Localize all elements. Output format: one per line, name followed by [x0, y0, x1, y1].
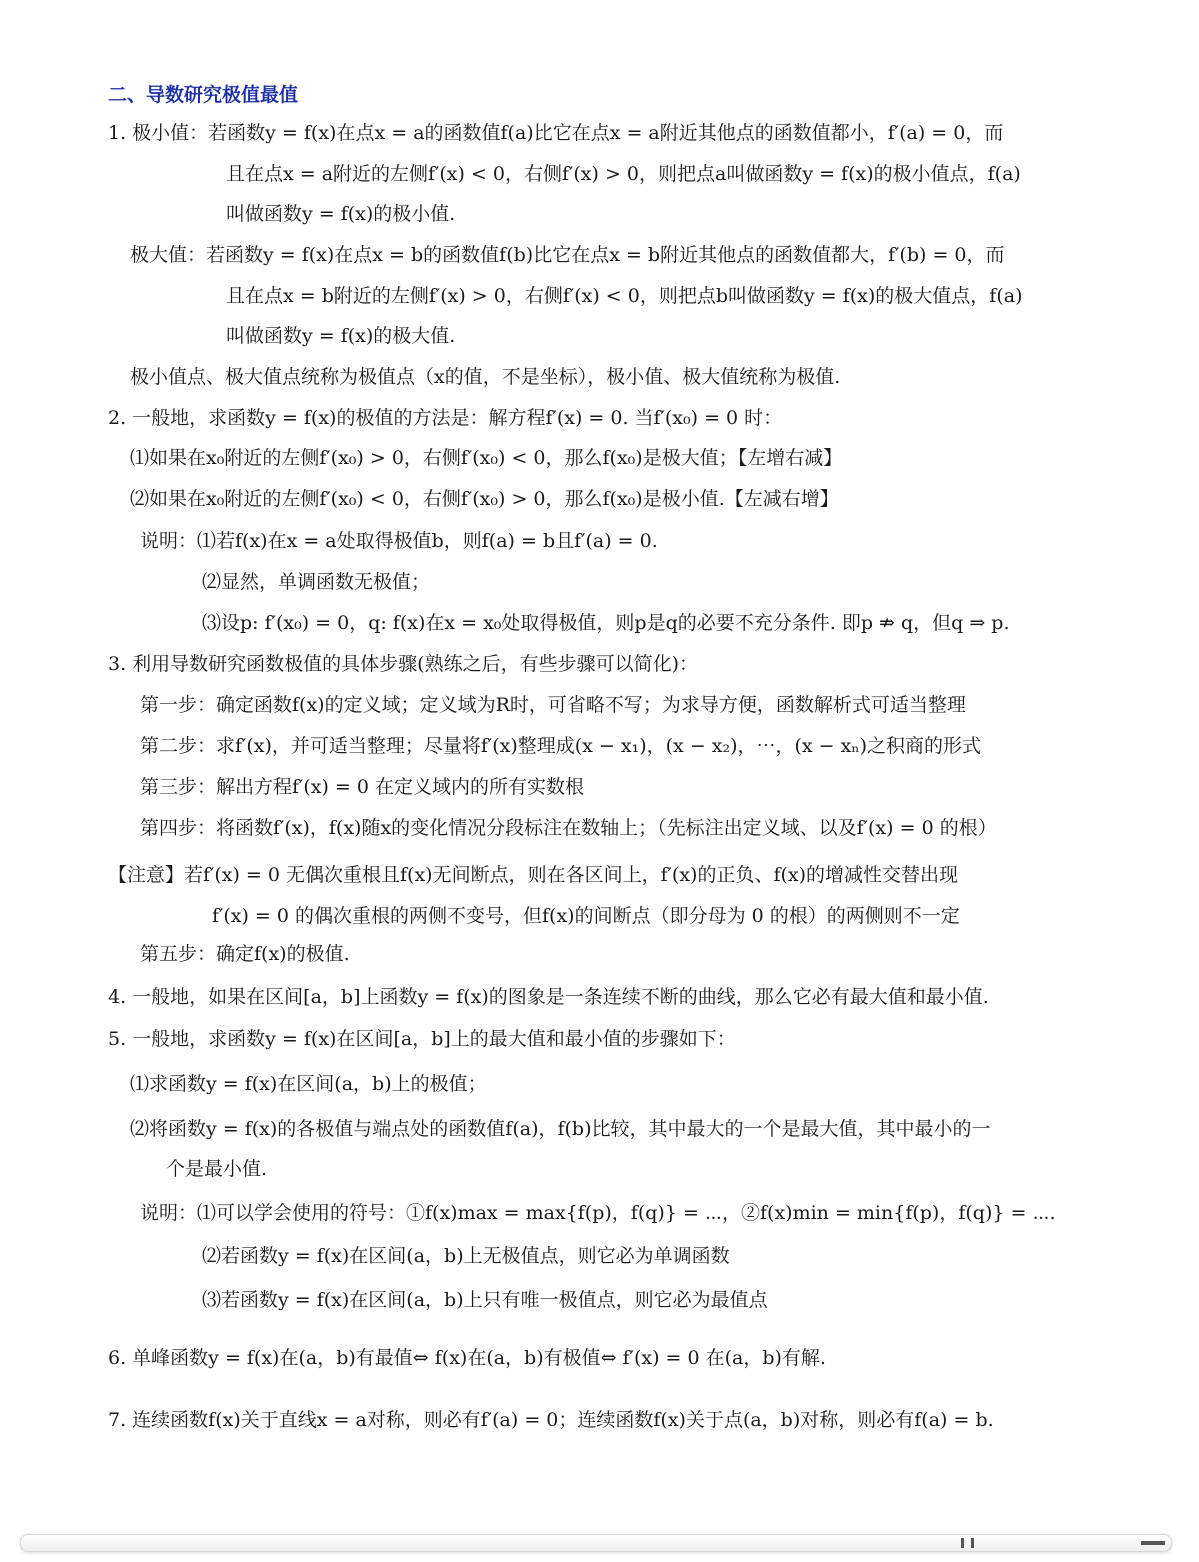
scroll-grip-right[interactable]	[971, 1538, 974, 1548]
item-1-line-3: 叫做函数y = f(x)的极小值.	[226, 203, 456, 225]
item-1-line-1: 1. 极小值：若函数y = f(x)在点x = a的函数值f(a)比它在点x = a附近其他点的函数值都小，f′(a) = 0，而	[108, 122, 1004, 144]
item-1-line-2: 且在点x = a附近的左侧f′(x) < 0，右侧f′(x) > 0，则把点a叫做函数y = f(x)的极小值点，f(a)	[226, 163, 1021, 185]
item-5-note-1: 说明：⑴可以学会使用的符号：①f(x)max = max{f(p)，f(q)} = ⋯，②f(x)min = min{f(p)，f(q)} = ⋯.	[140, 1202, 1056, 1224]
item-3-step-4: 第四步：将函数f′(x)，f(x)随x的变化情况分段标注在数轴上；（先标注出定义域、以及f′(x) = 0 的根）	[140, 817, 997, 839]
item-2-case-2: ⑵如果在x₀附近的左侧f′(x₀) < 0，右侧f′(x₀) > 0，那么f(x₀)是极小值.【左减右增】	[130, 488, 839, 510]
item-2-note-1: 说明：⑴若f(x)在x = a处取得极值b，则f(a) = b且f′(a) = 0.	[140, 530, 658, 552]
item-2-note-2: ⑵显然，单调函数无极值；	[202, 571, 431, 593]
item-5-note-2: ⑵若函数y = f(x)在区间(a，b)上无极值点，则它必为单调函数	[202, 1245, 730, 1267]
item-5-note-3: ⑶若函数y = f(x)在区间(a，b)上只有唯一极值点，则它必为最值点	[202, 1289, 768, 1311]
item-5-step-1: ⑴求函数y = f(x)在区间(a，b)上的极值；	[130, 1073, 487, 1095]
item-2-note-3: ⑶设p: f′(x₀) = 0，q: f(x)在x = x₀处取得极值，则p是q的必要不充分条件. 即p ⇏ q，但q ⇒ p.	[202, 612, 1010, 634]
item-1-max-line-3: 叫做函数y = f(x)的极大值.	[226, 325, 456, 347]
item-1-max-line-1: 极大值：若函数y = f(x)在点x = b的函数值f(b)比它在点x = b附近其他点的函数值都大，f′(b) = 0，而	[130, 244, 1005, 266]
page-scroll-bar[interactable]	[20, 1534, 1172, 1552]
item-7: 7. 连续函数f(x)关于直线x = a对称，则必有f′(a) = 0；连续函数f(x)关于点(a，b)对称，则必有f(a) = b.	[108, 1409, 994, 1431]
item-5-line-1: 5. 一般地，求函数y = f(x)在区间[a，b]上的最大值和最小值的步骤如下：	[108, 1028, 736, 1050]
item-1-max-line-2: 且在点x = b附近的左侧f′(x) > 0，右侧f′(x) < 0，则把点b叫做函数y = f(x)的极大值点，f(a)	[226, 285, 1023, 307]
item-3-step-1: 第一步：确定函数f(x)的定义域；定义域为R时，可省略不写；为求导方便，函数解析式可适当整理	[140, 694, 966, 716]
item-2-line-1: 2. 一般地，求函数y = f(x)的极值的方法是：解方程f′(x) = 0. 当f′(x₀) = 0 时：	[108, 407, 783, 429]
item-3-step-5: 第五步：确定f(x)的极值.	[140, 943, 350, 965]
item-6: 6. 单峰函数y = f(x)在(a，b)有最值⇔ f(x)在(a，b)有极值⇔ f′(x) = 0 在(a，b)有解.	[108, 1347, 826, 1369]
item-1-summary: 极小值点、极大值点统称为极值点（x的值，不是坐标），极小值、极大值统称为极值.	[130, 366, 841, 388]
item-4: 4. 一般地，如果在区间[a，b]上函数y = f(x)的图象是一条连续不断的曲线，那么它必有最大值和最小值.	[108, 986, 989, 1008]
item-3-notice-1: 【注意】若f′(x) = 0 无偶次重根且f(x)无间断点，则在各区间上，f′(x)的正负、f(x)的增减性交替出现	[108, 864, 959, 886]
scroll-grip-left[interactable]	[961, 1538, 964, 1548]
item-3-step-3: 第三步：解出方程f′(x) = 0 在定义域内的所有实数根	[140, 776, 585, 798]
item-5-step-2-cont: 个是最小值.	[166, 1158, 268, 1180]
scroll-end-icon	[1141, 1541, 1165, 1545]
item-3-step-2: 第二步：求f′(x)，并可适当整理；尽量将f′(x)整理成(x − x₁)，(x − x₂)，⋯，(x − xₙ)之积商的形式	[140, 735, 981, 757]
item-3-line-1: 3. 利用导数研究函数极值的具体步骤(熟练之后，有些步骤可以简化)：	[108, 653, 698, 675]
item-5-step-2: ⑵将函数y = f(x)的各极值与端点处的函数值f(a)，f(b)比较，其中最大的一个是最大值，其中最小的一	[130, 1118, 991, 1140]
item-2-case-1: ⑴如果在x₀附近的左侧f′(x₀) > 0，右侧f′(x₀) < 0，那么f(x₀)是极大值；【左增右减】	[130, 447, 843, 469]
item-3-notice-2: f′(x) = 0 的偶次重根的两侧不变号，但f(x)的间断点（即分母为 0 的根）的两侧则不一定	[212, 905, 960, 927]
section-title: 二、导数研究极值最值	[108, 84, 299, 106]
